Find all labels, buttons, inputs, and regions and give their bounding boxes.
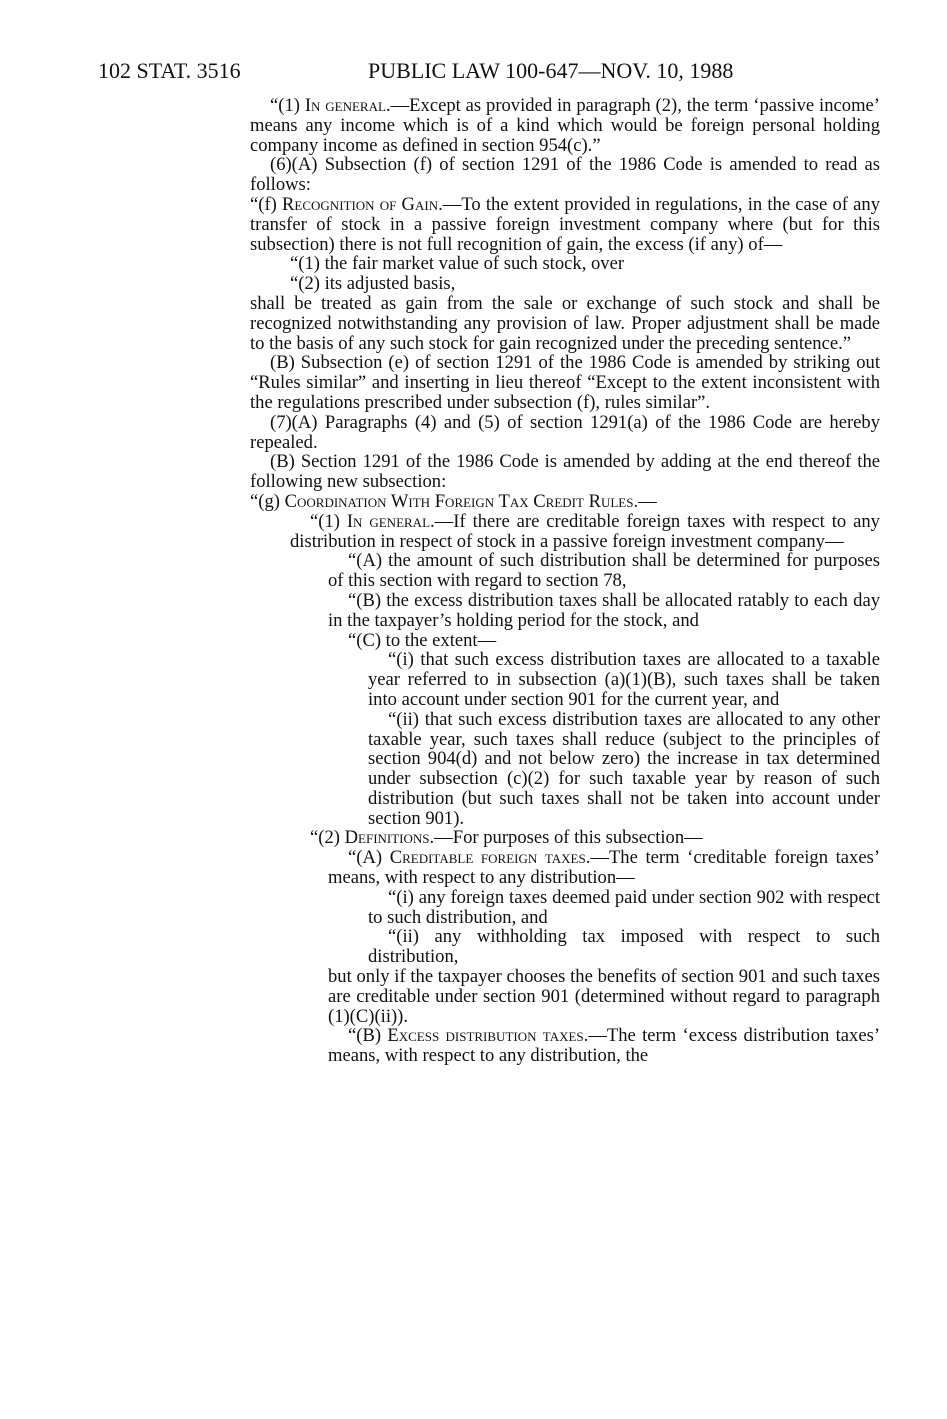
paragraph: “(ii) that such excess distribution taxes are allocated to any other taxable year, such taxes shall reduce (subject to the principles of section 904(d) and not below zero) the increase in tax determined under subsection (c)(2) for such taxable year by reason of such distribution (but such taxes shall not be taken into account under section 901). bbox=[368, 708, 880, 829]
paragraph: “(1) In general.—Except as provided in paragraph (2), the term ‘passive income’ means any income which is of a kind which would be foreign personal holding company income as defined in section 954(c).” bbox=[250, 95, 880, 156]
page-header bbox=[98, 58, 887, 88]
paragraph: (B) Subsection (e) of section 1291 of the 1986 Code is amended by striking out “Rules similar” and inserting in lieu thereof “Except to the extent inconsistent with the regulations prescribed under subsection (f), rules similar”. bbox=[250, 352, 880, 413]
paragraph: “(B) the excess distribution taxes shall be allocated ratably to each day in the taxpayer’s holding period for the stock, and bbox=[328, 589, 880, 631]
paragraph: “(C) to the extent— bbox=[348, 629, 497, 651]
paragraph: (6)(A) Subsection (f) of section 1291 of the 1986 Code is amended to read as follows: bbox=[250, 154, 880, 196]
paragraph: “(2) its adjusted basis, bbox=[290, 273, 456, 295]
stat-page-number: 102 STAT. 3516 bbox=[98, 58, 241, 83]
paragraph: “(ii) any withholding tax imposed with respect to such distribution, bbox=[368, 926, 880, 968]
paragraph: but only if the taxpayer chooses the benefits of section 901 and such taxes are creditable under section 901 (determined without regard to paragraph (1)(C)(ii)). bbox=[328, 966, 880, 1027]
document-body bbox=[250, 96, 880, 1066]
paragraph: (B) Section 1291 of the 1986 Code is amended by adding at the end thereof the following new subsection: bbox=[250, 451, 880, 493]
paragraph: “(B) Excess distribution taxes.—The term ‘excess distribution taxes’ means, with respect to any distribution, the bbox=[328, 1025, 881, 1067]
paragraph: “(1) In general.—If there are creditable foreign taxes with respect to any distribution in respect of stock in a passive foreign investment company— bbox=[290, 510, 880, 552]
paragraph: “(i) that such excess distribution taxes are allocated to a taxable year referred to in subsection (a)(1)(B), such taxes shall be taken into account under section 901 for the current year, and bbox=[368, 649, 880, 710]
paragraph: “(A) Creditable foreign taxes.—The term ‘creditable foreign taxes’ means, with respect to any distribution— bbox=[328, 847, 881, 889]
paragraph: “(A) the amount of such distribution shall be determined for purposes of this section with regard to section 78, bbox=[328, 550, 880, 592]
paragraph: “(f) Recognition of Gain.—To the extent provided in regulations, in the case of any transfer of stock in a passive foreign investment company where (but for this subsection) there is not full recognition of gain, the excess (if any) of— bbox=[250, 193, 880, 255]
paragraph: “(g) Coordination With Foreign Tax Credit Rules.— bbox=[250, 490, 657, 512]
paragraph: shall be treated as gain from the sale or exchange of such stock and shall be recognized notwithstanding any provision of law. Proper adjustment shall be made to the basis of any such stock for gain recognized under the preceding sentence.” bbox=[250, 292, 880, 354]
paragraph: (7)(A) Paragraphs (4) and (5) of section 1291(a) of the 1986 Code are hereby repealed. bbox=[250, 411, 880, 453]
paragraph: “(i) any foreign taxes deemed paid under section 902 with respect to such distribution, and bbox=[368, 886, 880, 928]
paragraph: “(2) Definitions.—For purposes of this subsection— bbox=[310, 827, 703, 849]
paragraph: “(1) the fair market value of such stock, over bbox=[290, 253, 625, 275]
law-title: PUBLIC LAW 100-647—NOV. 10, 1988 bbox=[368, 58, 734, 83]
